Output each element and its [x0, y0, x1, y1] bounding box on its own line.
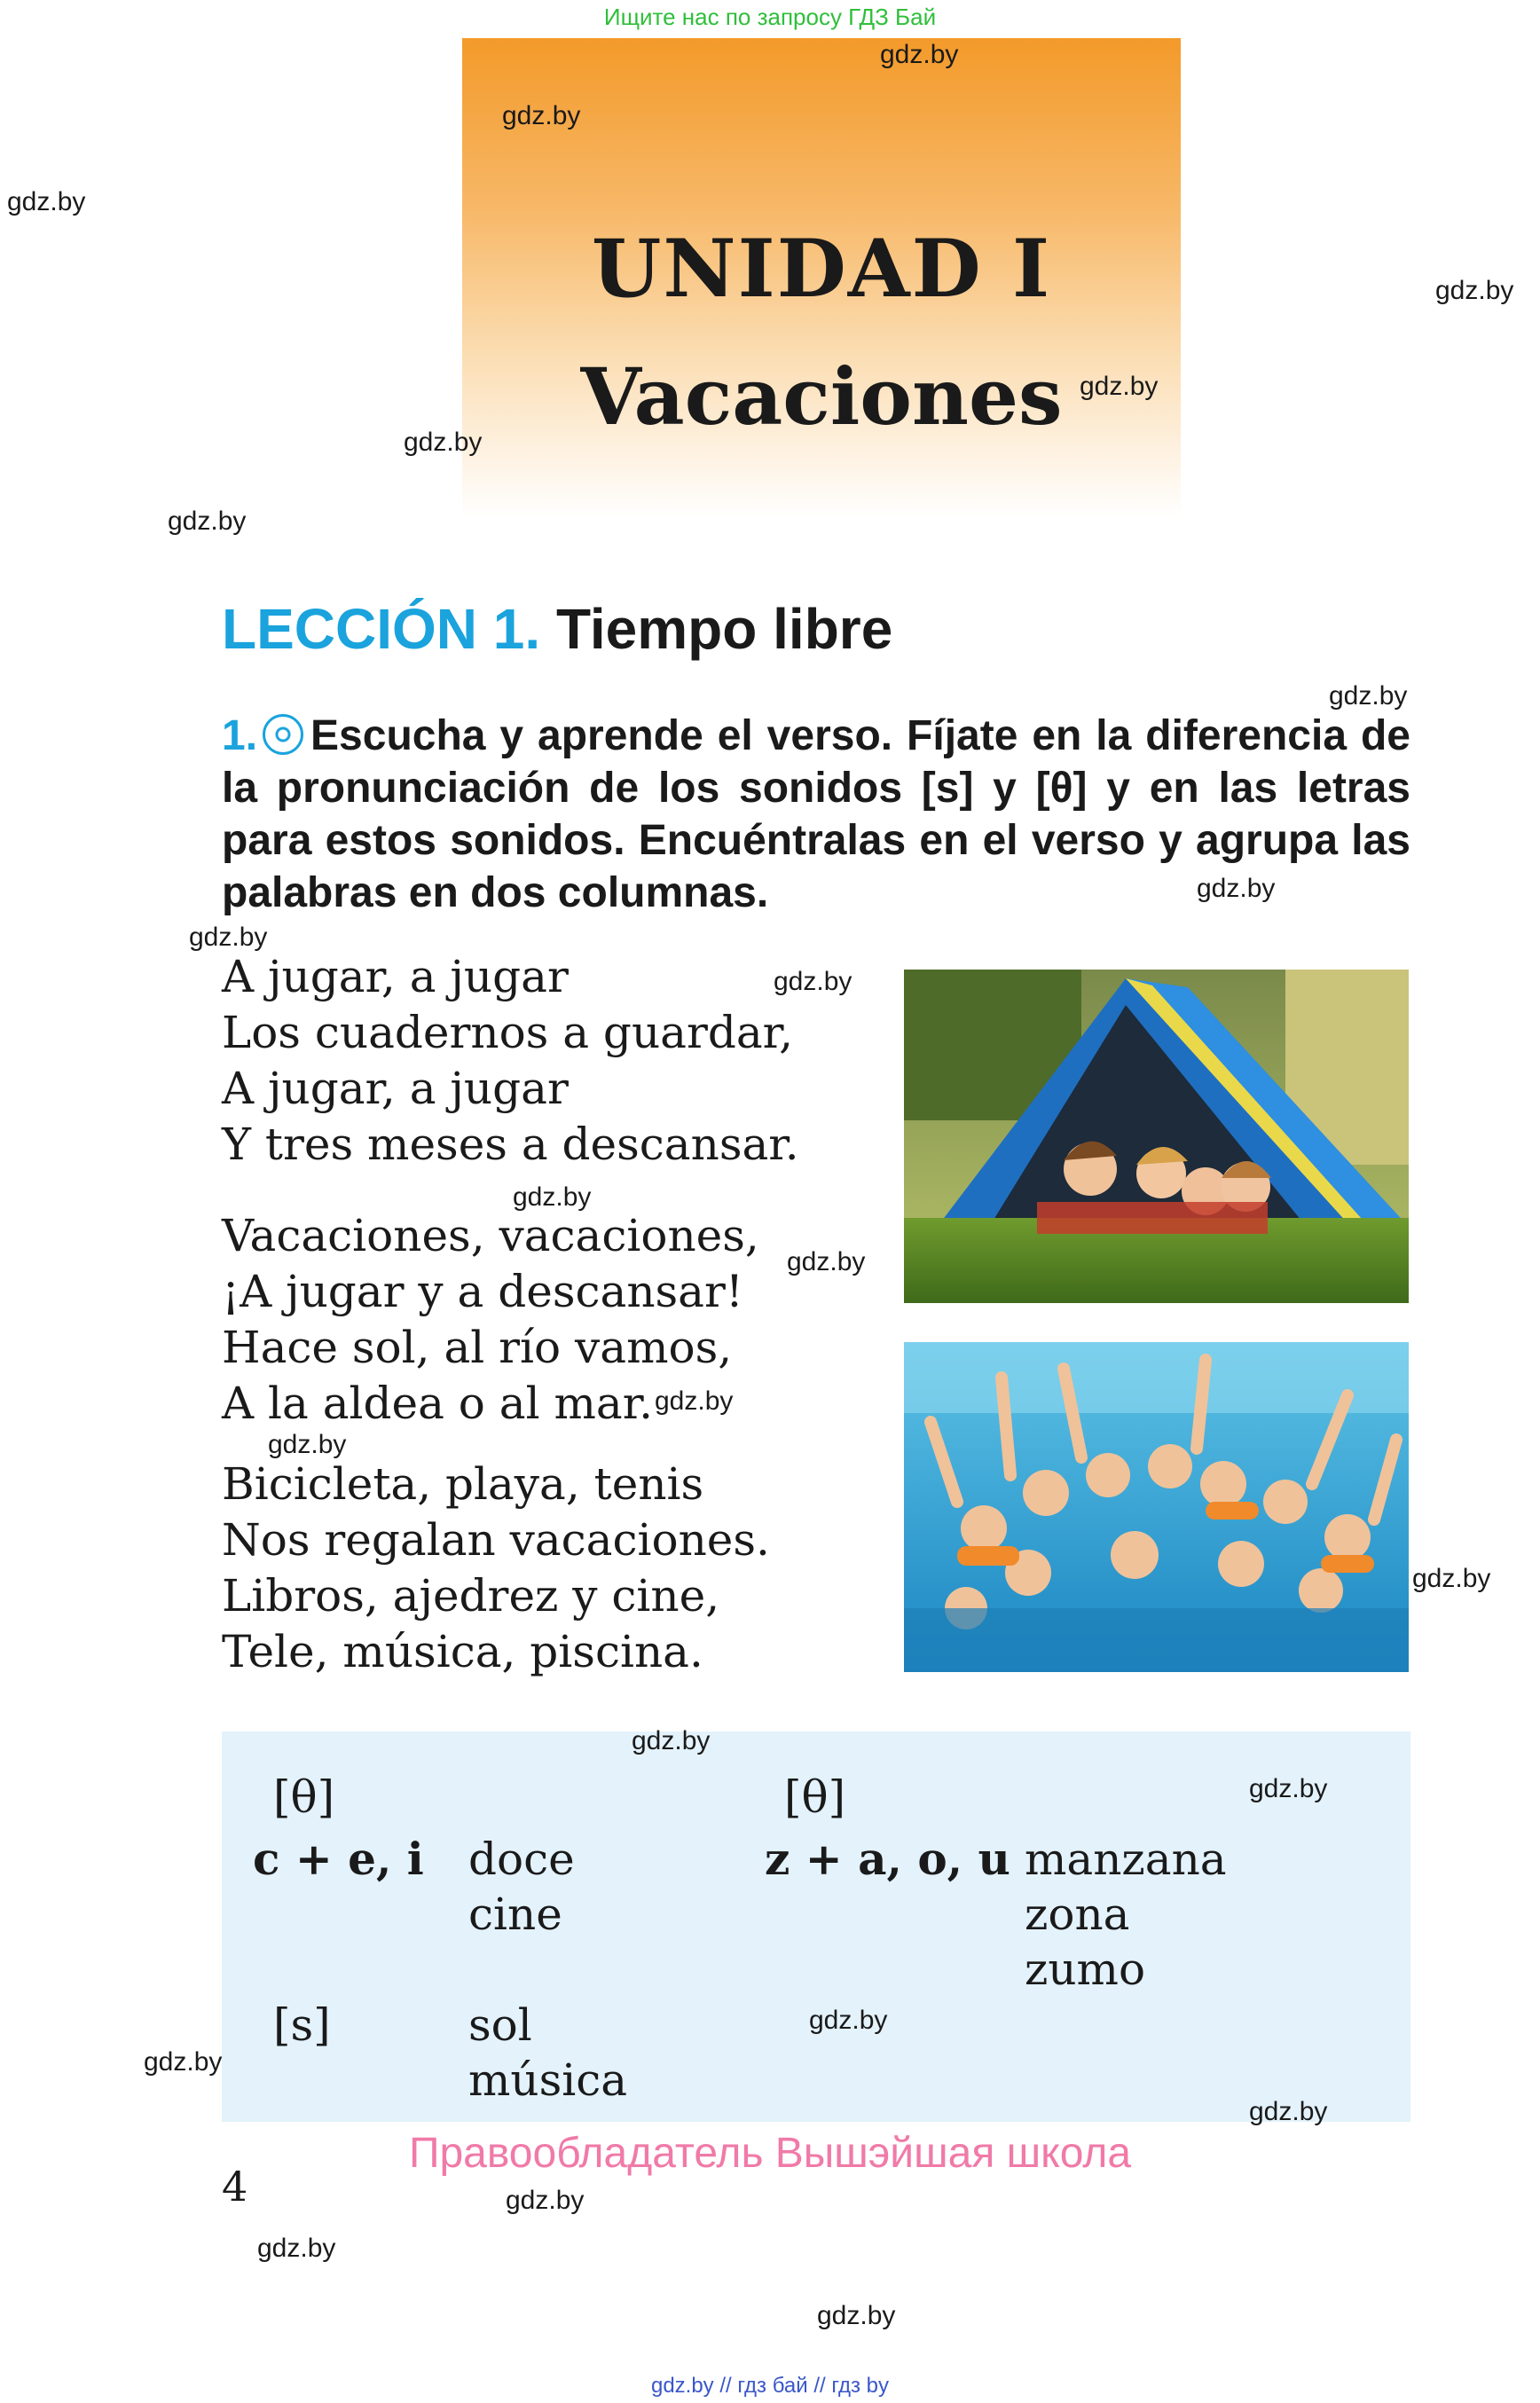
poem-stanza-1 [222, 949, 799, 1173]
pool-photo [904, 1342, 1409, 1672]
theta-sound-right: [θ] [784, 1771, 846, 1823]
s-sound: [s] [273, 1999, 331, 2051]
word-zumo: zumo [1025, 1944, 1146, 1995]
poem-line: A jugar, a jugar [222, 951, 569, 1002]
word-doce: doce [468, 1834, 575, 1885]
poem-line: Libros, ajedrez y cine, [222, 1570, 720, 1622]
watermark: gdz.by [1249, 1774, 1328, 1803]
poem-line: Y tres meses a descansar. [222, 1119, 799, 1170]
watermark: gdz.by [1329, 681, 1408, 711]
task-number: 1. [222, 712, 258, 759]
poem-line: Bicicleta, playa, tenis [222, 1458, 704, 1510]
watermark: gdz.by [168, 507, 247, 536]
watermark: gdz.by [1412, 1564, 1491, 1593]
watermark: gdz.by [632, 1726, 711, 1755]
watermark: gdz.by [502, 101, 581, 130]
theta-rule-left: c + e, i [253, 1833, 424, 1885]
page-number: 4 [222, 2163, 248, 2211]
audio-disc-icon[interactable] [263, 714, 303, 755]
watermark: gdz.by [7, 187, 86, 216]
word-sol: sol [468, 1999, 532, 2051]
watermark: gdz.by [144, 2047, 223, 2077]
poem-line: Hace sol, al río vamos, [222, 1322, 733, 1373]
watermark: gdz.by [880, 40, 959, 69]
watermark: gdz.by [268, 1430, 347, 1459]
watermark: gdz.by [787, 1247, 866, 1276]
word-zona: zona [1025, 1889, 1130, 1940]
watermark: gdz.by [1197, 874, 1276, 903]
watermark: gdz.by [257, 2234, 336, 2263]
copyright-owner: Правообладатель Вышэйшая школа [408, 2130, 1132, 2177]
lesson-heading [222, 596, 892, 662]
task-text: Escucha y aprende el verso. Fíjate en la diferencia de la pronunciación de los sonidos [s] y [θ] y en las letras para estos sonidos. Encuéntralas en el verso y agrupa las palabras en dos columnas. [222, 712, 1410, 916]
poem-line: A la aldea o al mar. [222, 1378, 654, 1429]
word-cine: cine [468, 1889, 562, 1940]
tent-photo [904, 970, 1409, 1303]
lesson-title: Tiempo libre [555, 597, 893, 661]
watermark: gdz.by [774, 967, 852, 996]
unit-title: UNIDAD I [591, 222, 1052, 316]
poem-stanza-3 [222, 1457, 770, 1680]
poem-line: Tele, música, piscina. [222, 1626, 703, 1677]
poem-line: Vacaciones, vacaciones, [222, 1210, 759, 1261]
theta-sound-left: [θ] [273, 1771, 335, 1823]
watermark: gdz.by [513, 1182, 592, 1212]
watermark: gdz.by [817, 2301, 896, 2330]
lesson-number: LECCIÓN 1. [222, 597, 541, 661]
search-hint: Ищите нас по запросу ГДЗ Бай [603, 4, 937, 30]
unit-subtitle: Vacaciones [580, 350, 1063, 443]
watermark: gdz.by [655, 1386, 734, 1416]
watermark: gdz.by [506, 2186, 585, 2215]
word-musica: música [468, 2054, 628, 2106]
word-manzana: manzana [1025, 1834, 1227, 1885]
watermark: gdz.by [1080, 372, 1159, 401]
watermark: gdz.by [1249, 2097, 1328, 2126]
theta-rule-right: z + a, o, u [765, 1833, 1010, 1885]
poem-line: Nos regalan vacaciones. [222, 1514, 770, 1566]
watermark: gdz.by [809, 2006, 888, 2035]
poem-line: ¡A jugar y a descansar! [222, 1266, 743, 1317]
poem-line: A jugar, a jugar [222, 1063, 569, 1114]
footer-links: gdz.by // гдз бай // гдз by [650, 2374, 890, 2398]
watermark: gdz.by [404, 428, 483, 457]
poem-line: Los cuadernos a guardar, [222, 1007, 793, 1058]
watermark: gdz.by [189, 923, 268, 952]
watermark: gdz.by [1435, 276, 1514, 305]
